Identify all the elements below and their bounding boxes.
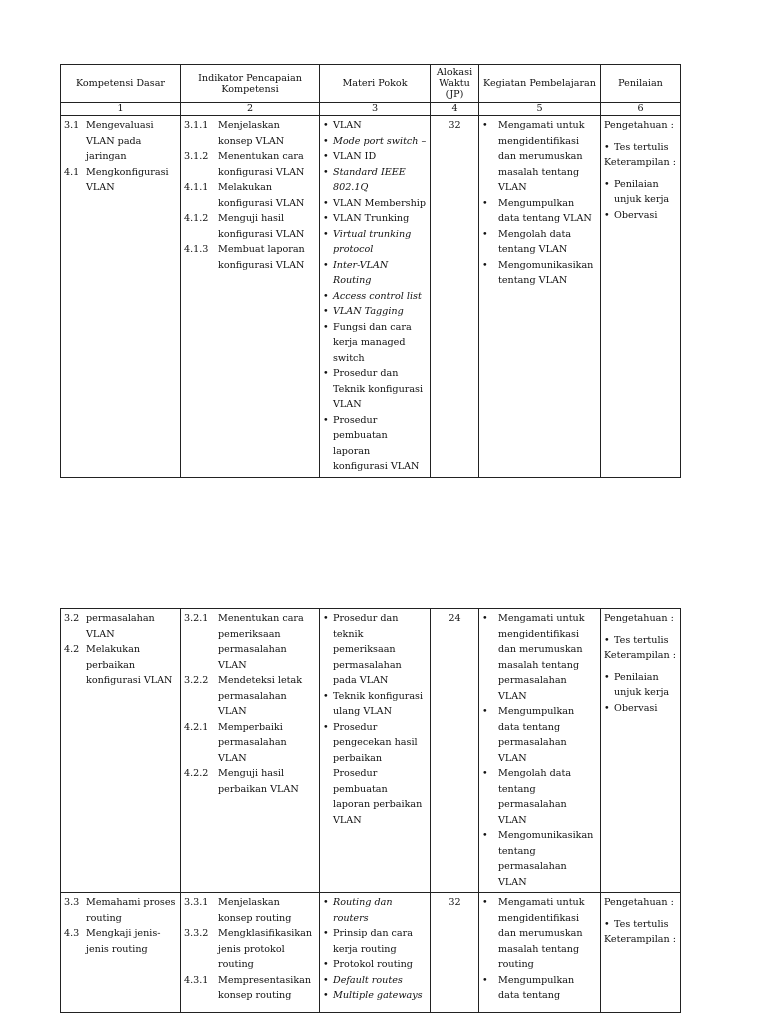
list-item: • Prosedur pengecekan hasil perbaikan Prosedur pembuatan laporan perbaikan VLAN xyxy=(323,720,427,829)
list-item: • VLAN xyxy=(323,118,427,134)
list-item: • Mengumpulkan data tentang VLAN xyxy=(482,196,597,227)
bullet-icon: • xyxy=(323,928,329,939)
bullet-icon: • xyxy=(323,321,329,333)
col-number: 4 xyxy=(431,103,479,116)
bullet-icon: • xyxy=(482,706,488,717)
list-item: 4.1.1 Melakukan konfigurasi VLAN xyxy=(184,182,305,209)
bullet-icon: • xyxy=(482,768,488,779)
bullet-icon: • xyxy=(323,974,329,986)
list-item: • Penilaian unjuk kerja xyxy=(604,177,677,208)
bullet-icon: • xyxy=(482,197,488,209)
list-item: 3.3 Memahami proses routing xyxy=(64,897,176,924)
bullet-icon: • xyxy=(323,414,329,426)
indikator-cell xyxy=(181,609,320,893)
alokasi-waktu-cell: 32 xyxy=(431,116,479,478)
kegiatan-cell xyxy=(479,116,601,478)
table-row xyxy=(61,893,681,1013)
bullet-icon: • xyxy=(323,959,329,970)
list-item: • Mengumpulkan data tentang xyxy=(482,973,597,1004)
bullet-icon: • xyxy=(482,120,488,131)
list-item: 4.2 Melakukan perbaikan konfigurasi VLAN xyxy=(64,644,173,686)
list-item: • Virtual trunking protocol xyxy=(323,227,427,258)
header-kompetensi-dasar: Kompetensi Dasar xyxy=(61,65,181,103)
list-item: • Multiple gateways xyxy=(323,988,427,1004)
penilaian-cell: Pengetahuan : • Tes tertulis Keterampilan : • Penilaian unjuk kerja • Obervasi xyxy=(601,116,681,478)
list-item: 4.1 Mengkonfigurasi VLAN xyxy=(64,166,169,193)
list-item: • Protokol routing xyxy=(323,957,427,973)
bullet-icon: • xyxy=(482,613,488,624)
list-item: • Tes tertulis xyxy=(604,917,677,933)
list-item: • Mengolah data tentang permasalahan VLAN xyxy=(482,766,597,828)
list-item: • Prosedur pembuatan laporan konfigurasi VLAN xyxy=(323,413,427,475)
list-item: • Tes tertulis xyxy=(604,140,677,156)
list-item: • Fungsi dan cara kerja managed switch xyxy=(323,320,427,367)
col-number: 1 xyxy=(61,103,181,116)
bullet-icon: • xyxy=(604,634,610,646)
col-number: 6 xyxy=(601,103,681,116)
bullet-icon: • xyxy=(323,368,329,379)
bullet-icon: • xyxy=(482,897,488,908)
list-item: • Mengamati untuk mengidentifikasi dan merumuskan masalah tentang routing xyxy=(482,895,597,973)
bullet-icon: • xyxy=(604,178,610,190)
list-item: 3.3.1 Menjelaskan konsep routing xyxy=(184,897,292,924)
list-item: 3.2 permasalahan VLAN xyxy=(64,613,155,640)
materi-pokok-cell xyxy=(320,609,431,893)
bullet-icon: • xyxy=(323,613,329,624)
list-item: • Obervasi xyxy=(604,701,677,717)
bullet-icon: • xyxy=(323,259,329,271)
indikator-cell xyxy=(181,893,320,1013)
list-item: • Prosedur dan Teknik konfigurasi VLAN xyxy=(323,366,427,413)
list-item: • Obervasi xyxy=(604,208,677,224)
list-item: • Access control list xyxy=(323,289,427,305)
list-item: 4.3 Mengkaji jenis-jenis routing xyxy=(64,928,161,955)
materi-pokok-cell xyxy=(320,893,431,1013)
list-item: • Mode port switch – xyxy=(323,134,427,150)
list-item: • Prosedur dan teknik pemeriksaan permasalahan pada VLAN xyxy=(323,611,427,689)
bullet-icon: • xyxy=(482,259,488,271)
list-item: • VLAN Membership xyxy=(323,196,427,212)
list-item: 3.1.1 Menjelaskan konsep VLAN xyxy=(184,120,285,147)
list-item: 3.3.2 Mengklasifikasikan jenis protokol routing xyxy=(184,928,313,970)
col-number: 3 xyxy=(320,103,431,116)
col-number: 2 xyxy=(181,103,320,116)
header-indikator: Indikator Pencapaian Kompetensi xyxy=(181,65,320,103)
bullet-icon: • xyxy=(604,209,610,221)
kompetensi-dasar-cell xyxy=(61,893,181,1013)
list-item: • Mengolah data tentang VLAN xyxy=(482,227,597,258)
list-item: 4.2.1 Memperbaiki permasalahan VLAN xyxy=(184,721,287,764)
table-row xyxy=(61,609,681,893)
list-item: 4.2.2 Menguji hasil perbaikan VLAN xyxy=(184,768,299,795)
bullet-icon: • xyxy=(604,141,610,153)
list-item: • Mengamati untuk mengidentifikasi dan merumuskan masalah tentang VLAN xyxy=(482,118,597,196)
col-number: 5 xyxy=(479,103,601,116)
table-row xyxy=(61,116,681,478)
list-item: • Routing dan routers xyxy=(323,895,427,926)
bullet-icon: • xyxy=(323,690,329,702)
list-item: • Tes tertulis xyxy=(604,633,677,649)
bullet-icon: • xyxy=(482,974,488,986)
bullet-icon: • xyxy=(323,197,329,209)
list-item: • Penilaian unjuk kerja xyxy=(604,670,677,701)
list-item: 4.1.2 Menguji hasil konfigurasi VLAN xyxy=(184,213,305,240)
list-item: • Mengomunikasikan tentang VLAN xyxy=(482,258,597,289)
header-kegiatan: Kegiatan Pembelajaran xyxy=(479,65,601,103)
list-item: • Mengumpulkan data tentang permasalahan VLAN xyxy=(482,704,597,766)
list-item: 3.1 Mengevaluasi VLAN pada jaringan xyxy=(64,120,154,162)
kompetensi-dasar-cell xyxy=(61,116,181,478)
kegiatan-cell xyxy=(479,609,601,893)
penilaian-cell: Pengetahuan : • Tes tertulis Keterampilan : • Penilaian unjuk kerja • Obervasi xyxy=(601,609,681,893)
list-item: • Teknik konfigurasi ulang VLAN xyxy=(323,689,427,720)
header-penilaian: Penilaian xyxy=(601,65,681,103)
bullet-icon: • xyxy=(323,990,329,1001)
kompetensi-dasar-cell xyxy=(61,609,181,893)
list-item: • Inter-VLAN Routing xyxy=(323,258,427,289)
header-alokasi-waktu: Alokasi Waktu (JP) xyxy=(431,65,479,103)
bullet-icon: • xyxy=(323,213,329,224)
list-item: • VLAN Tagging xyxy=(323,304,427,320)
list-item: • VLAN Trunking xyxy=(323,211,427,227)
list-item: • Mengamati untuk mengidentifikasi dan merumuskan masalah tentang permasalahan VLAN xyxy=(482,611,597,704)
column-number-row xyxy=(61,103,681,116)
bullet-icon: • xyxy=(323,290,329,302)
bullet-icon: • xyxy=(323,897,329,908)
bullet-icon: • xyxy=(323,721,329,733)
bullet-icon: • xyxy=(482,228,488,240)
indikator-cell xyxy=(181,116,320,478)
bullet-icon: • xyxy=(323,120,329,131)
curriculum-table-1 xyxy=(60,64,681,478)
bullet-icon: • xyxy=(604,918,610,930)
list-item: • Standard IEEE 802.1Q xyxy=(323,165,427,196)
bullet-icon: • xyxy=(604,702,610,714)
list-item: 4.3.1 Mempresentasikan konsep routing xyxy=(184,974,312,1001)
list-item: 4.1.3 Membuat laporan konfigurasi VLAN xyxy=(184,244,305,271)
list-item: 3.1.2 Menentukan cara konfigurasi VLAN xyxy=(184,151,305,178)
header-materi-pokok: Materi Pokok xyxy=(320,65,431,103)
kegiatan-cell xyxy=(479,893,601,1013)
materi-pokok-cell xyxy=(320,116,431,478)
list-item: • Prinsip dan cara kerja routing xyxy=(323,926,427,957)
list-item: 3.2.1 Menentukan cara pemeriksaan permasalahan VLAN xyxy=(184,613,304,671)
bullet-icon: • xyxy=(323,166,329,178)
list-item: • Default routes xyxy=(323,973,427,989)
bullet-icon: • xyxy=(482,830,488,841)
alokasi-waktu-cell: 24 xyxy=(431,609,479,893)
bullet-icon: • xyxy=(323,151,329,162)
bullet-icon: • xyxy=(323,228,329,240)
alokasi-waktu-cell: 32 xyxy=(431,893,479,1013)
penilaian-cell: Pengetahuan : • Tes tertulis Keterampilan : xyxy=(601,893,681,1013)
curriculum-table-2 xyxy=(60,608,681,1013)
bullet-icon: • xyxy=(323,306,329,317)
bullet-icon: • xyxy=(323,135,329,147)
list-item: • VLAN ID xyxy=(323,149,427,165)
list-item: • Mengomunikasikan tentang permasalahan VLAN xyxy=(482,828,597,890)
list-item: 3.2.2 Mendeteksi letak permasalahan VLAN xyxy=(184,675,303,717)
header-row xyxy=(61,65,681,103)
bullet-icon: • xyxy=(604,671,610,683)
